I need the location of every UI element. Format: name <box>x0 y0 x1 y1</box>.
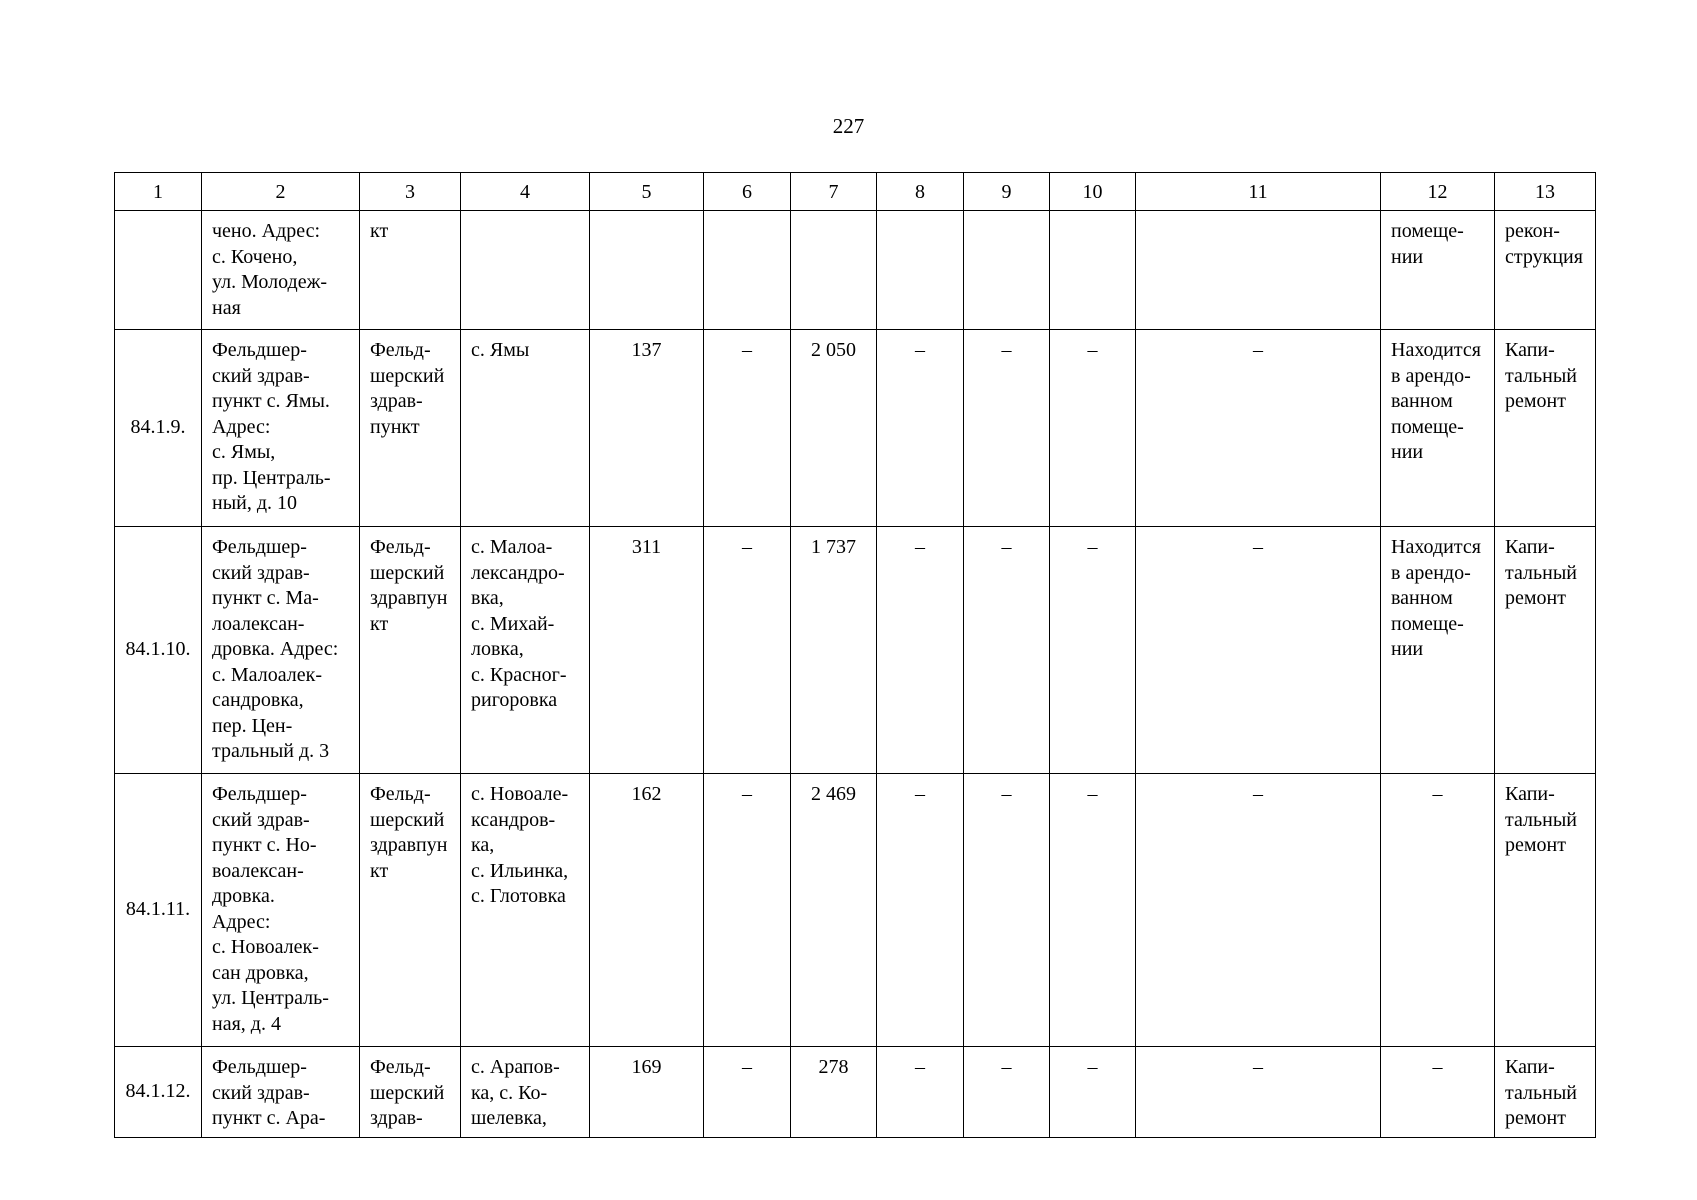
planned-works: Капи- тальный ремонт <box>1495 774 1596 1047</box>
data-table <box>114 172 1596 1138</box>
facility-name-address: чено. Адрес: с. Кочено, ул. Молодеж- ная <box>202 211 360 330</box>
table-cell: – <box>1136 330 1381 527</box>
table-row <box>115 774 1596 1047</box>
column-header: 6 <box>704 173 791 211</box>
table-cell <box>704 211 791 330</box>
planned-works: Капи- тальный ремонт <box>1495 1047 1596 1138</box>
table-header-row <box>115 173 1596 211</box>
column-header: 4 <box>461 173 590 211</box>
table-cell: – <box>964 774 1050 1047</box>
page-number: 227 <box>832 114 865 138</box>
table-cell: – <box>1050 330 1136 527</box>
premises-status: помеще- нии <box>1381 211 1495 330</box>
table-cell: – <box>704 527 791 774</box>
table-cell: – <box>704 330 791 527</box>
column-header: 13 <box>1495 173 1596 211</box>
facility-type: Фельд- шерский здрав- пункт <box>360 330 461 527</box>
table-cell: – <box>877 527 964 774</box>
planned-works: рекон- струкция <box>1495 211 1596 330</box>
table-cell: – <box>964 527 1050 774</box>
table-row <box>115 527 1596 774</box>
table-cell: – <box>1050 1047 1136 1138</box>
table-cell: 169 <box>590 1047 704 1138</box>
table-cell: 1 737 <box>791 527 877 774</box>
facility-type: Фельд- шерский здравпун кт <box>360 527 461 774</box>
table-cell: – <box>964 330 1050 527</box>
table-cell: – <box>1050 774 1136 1047</box>
row-number: 84.1.10. <box>115 527 202 774</box>
served-settlements: с. Новоале- ксандров- ка, с. Ильинка, с. Глотовка <box>461 774 590 1047</box>
row-number <box>115 211 202 330</box>
table-row <box>115 1047 1596 1138</box>
facility-name-address: Фельдшер- ский здрав- пункт с. Ямы. Адрес: с. Ямы, пр. Централь- ный, д. 10 <box>202 330 360 527</box>
table-cell: – <box>1136 527 1381 774</box>
table-cell <box>590 211 704 330</box>
planned-works: Капи- тальный ремонт <box>1495 330 1596 527</box>
facility-name-address: Фельдшер- ский здрав- пункт с. Ара- <box>202 1047 360 1138</box>
table-row <box>115 330 1596 527</box>
table-cell: – <box>877 1047 964 1138</box>
premises-status: Находится в арендо- ванном помеще- нии <box>1381 330 1495 527</box>
column-header: 12 <box>1381 173 1495 211</box>
table-cell: 137 <box>590 330 704 527</box>
column-header: 9 <box>964 173 1050 211</box>
table-cell: – <box>704 774 791 1047</box>
column-header: 10 <box>1050 173 1136 211</box>
served-settlements: с. Малоа- лександро- вка, с. Михай- ловка, с. Красног- ригоровка <box>461 527 590 774</box>
table-cell: – <box>1136 774 1381 1047</box>
row-number: 84.1.11. <box>115 774 202 1047</box>
column-header: 5 <box>590 173 704 211</box>
planned-works: Капи- тальный ремонт <box>1495 527 1596 774</box>
table-cell: – <box>877 774 964 1047</box>
facility-name-address: Фельдшер- ский здрав- пункт с. Но- воалексан- дровка. Адрес: с. Новоалек- сан дровка, ул. Централь- ная, д. 4 <box>202 774 360 1047</box>
table-cell: 311 <box>590 527 704 774</box>
table-cell <box>964 211 1050 330</box>
table-cell <box>1050 211 1136 330</box>
column-header: 1 <box>115 173 202 211</box>
premises-status: – <box>1381 1047 1495 1138</box>
row-number: 84.1.12. <box>115 1047 202 1138</box>
table-cell: – <box>877 330 964 527</box>
column-header: 2 <box>202 173 360 211</box>
table-cell: 162 <box>590 774 704 1047</box>
premises-status: Находится в арендо- ванном помеще- нии <box>1381 527 1495 774</box>
table-cell: 2 469 <box>791 774 877 1047</box>
table-cell <box>1136 211 1381 330</box>
table-row <box>115 211 1596 330</box>
served-settlements <box>461 211 590 330</box>
column-header: 8 <box>877 173 964 211</box>
row-number: 84.1.9. <box>115 330 202 527</box>
table-cell: 278 <box>791 1047 877 1138</box>
facility-name-address: Фельдшер- ский здрав- пункт с. Ма- лоалексан- дровка. Адрес: с. Малоалек- сандровка, пер. Цен- тральный д. 3 <box>202 527 360 774</box>
table-cell: – <box>964 1047 1050 1138</box>
table-cell: 2 050 <box>791 330 877 527</box>
table-cell <box>877 211 964 330</box>
facility-type: кт <box>360 211 461 330</box>
column-header: 11 <box>1136 173 1381 211</box>
served-settlements: с. Арапов- ка, с. Ко- шелевка, <box>461 1047 590 1138</box>
facility-type: Фельд- шерский здрав- <box>360 1047 461 1138</box>
table-cell: – <box>1136 1047 1381 1138</box>
table-cell: – <box>1050 527 1136 774</box>
served-settlements: с. Ямы <box>461 330 590 527</box>
table-cell: – <box>704 1047 791 1138</box>
column-header: 7 <box>791 173 877 211</box>
facility-type: Фельд- шерский здравпун кт <box>360 774 461 1047</box>
table-cell <box>791 211 877 330</box>
column-header: 3 <box>360 173 461 211</box>
premises-status: – <box>1381 774 1495 1047</box>
